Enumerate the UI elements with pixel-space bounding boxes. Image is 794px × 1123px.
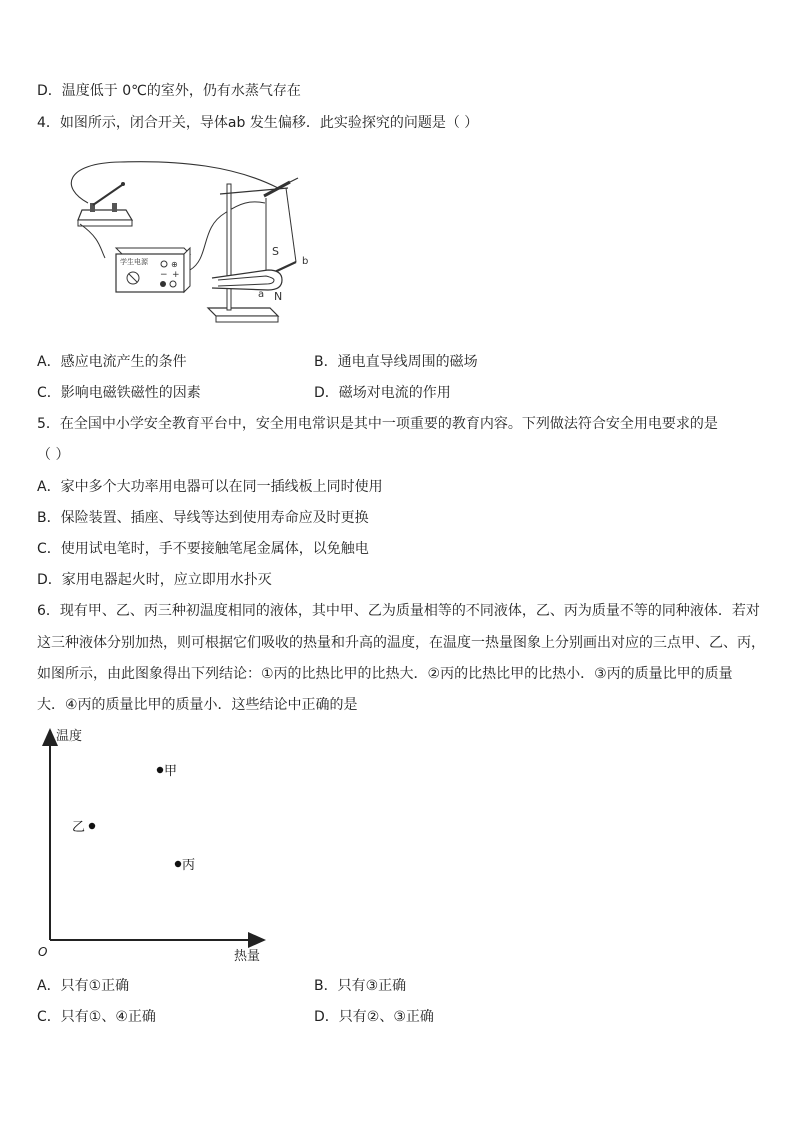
data-points bbox=[72, 764, 195, 873]
temperature-heat-chart bbox=[30, 722, 280, 967]
q4-option-d[interactable]: D．磁场对电流的作用 bbox=[314, 385, 451, 401]
svg-text:+: + bbox=[172, 270, 180, 280]
label-a: a bbox=[258, 289, 265, 300]
data-point-1 bbox=[89, 823, 95, 829]
q5-stem: 5．在全国中小学安全教育平台中，安全用电常识是其中一项重要的教育内容。下列做法符合安全用电要求的是 bbox=[37, 416, 718, 432]
label-s: S bbox=[272, 245, 279, 258]
q6-stem-line-2: 这三种液体分别加热，则可根据它们吸收的热量和升高的温度，在温度一热量图象上分别画出对应的三点甲、乙、丙， bbox=[37, 635, 765, 651]
q4-stem: 4．如图所示，闭合开关，导体ab 发生偏移．此实验探究的问题是（ ） bbox=[37, 115, 479, 131]
power-supply-icon bbox=[116, 248, 190, 292]
q6-option-b[interactable]: B．只有③正确 bbox=[314, 978, 407, 994]
q4-option-b[interactable]: B．通电直导线周围的磁场 bbox=[314, 354, 478, 370]
q6-stem-line-4: 大．④丙的质量比甲的质量小．这些结论中正确的是 bbox=[37, 697, 358, 713]
data-point-label-0: 甲 bbox=[164, 764, 178, 779]
switch-icon bbox=[78, 182, 132, 226]
data-point-label-2: 丙 bbox=[182, 858, 196, 873]
circuit-apparatus-diagram bbox=[60, 158, 320, 330]
wire-top bbox=[71, 162, 278, 203]
q4-figure bbox=[60, 158, 320, 330]
origin-label: O bbox=[38, 945, 48, 959]
q5-option-a[interactable]: A．家中多个大功率用电器可以在同一插线板上同时使用 bbox=[37, 479, 383, 495]
q6-stem-line-3: 如图所示，由此图象得出下列结论：①丙的比热比甲的比热大．②丙的比热比甲的比热小．③丙的质量比甲的质量 bbox=[37, 666, 733, 682]
x-axis-label: 热量 bbox=[234, 949, 261, 964]
q6-chart bbox=[30, 722, 280, 967]
y-axis-label: 温度 bbox=[56, 729, 83, 744]
data-point-0 bbox=[157, 767, 163, 773]
iron-stand-icon bbox=[208, 178, 298, 322]
label-b: b bbox=[302, 256, 309, 267]
q5-option-d[interactable]: D．家用电器起火时，应立即用水扑灭 bbox=[37, 572, 272, 588]
power-supply-label: 学生电源 bbox=[120, 258, 148, 266]
svg-text:−: − bbox=[160, 270, 168, 280]
q4-option-c[interactable]: C．影响电磁铁磁性的因素 bbox=[37, 385, 201, 401]
q6-option-a[interactable]: A．只有①正确 bbox=[37, 978, 130, 994]
label-n: N bbox=[274, 290, 283, 303]
q5-option-c[interactable]: C．使用试电笔时，手不要接触笔尾金属体，以免触电 bbox=[37, 541, 369, 557]
q5-stem-continuation: （ ） bbox=[37, 447, 70, 463]
svg-text:⊕: ⊕ bbox=[171, 260, 178, 269]
data-point-2 bbox=[175, 861, 181, 867]
q5-option-b[interactable]: B．保险装置、插座、导线等达到使用寿命应及时更换 bbox=[37, 510, 369, 526]
q6-option-d[interactable]: D．只有②、③正确 bbox=[314, 1009, 434, 1025]
u-magnet-icon bbox=[212, 270, 282, 290]
q4-option-a[interactable]: A．感应电流产生的条件 bbox=[37, 354, 187, 370]
wire-switch-power bbox=[80, 224, 105, 258]
q3-option-d: D．温度低于 0℃的室外，仍有水蒸气存在 bbox=[37, 83, 301, 99]
q6-stem-line-1: 6．现有甲、乙、丙三种初温度相同的液体，其中甲、乙为质量相等的不同液体，乙、丙为质量不等的同种液体．若对 bbox=[37, 603, 760, 619]
q6-option-c[interactable]: C．只有①、④正确 bbox=[37, 1009, 156, 1025]
data-point-label-1: 乙 bbox=[72, 820, 86, 835]
